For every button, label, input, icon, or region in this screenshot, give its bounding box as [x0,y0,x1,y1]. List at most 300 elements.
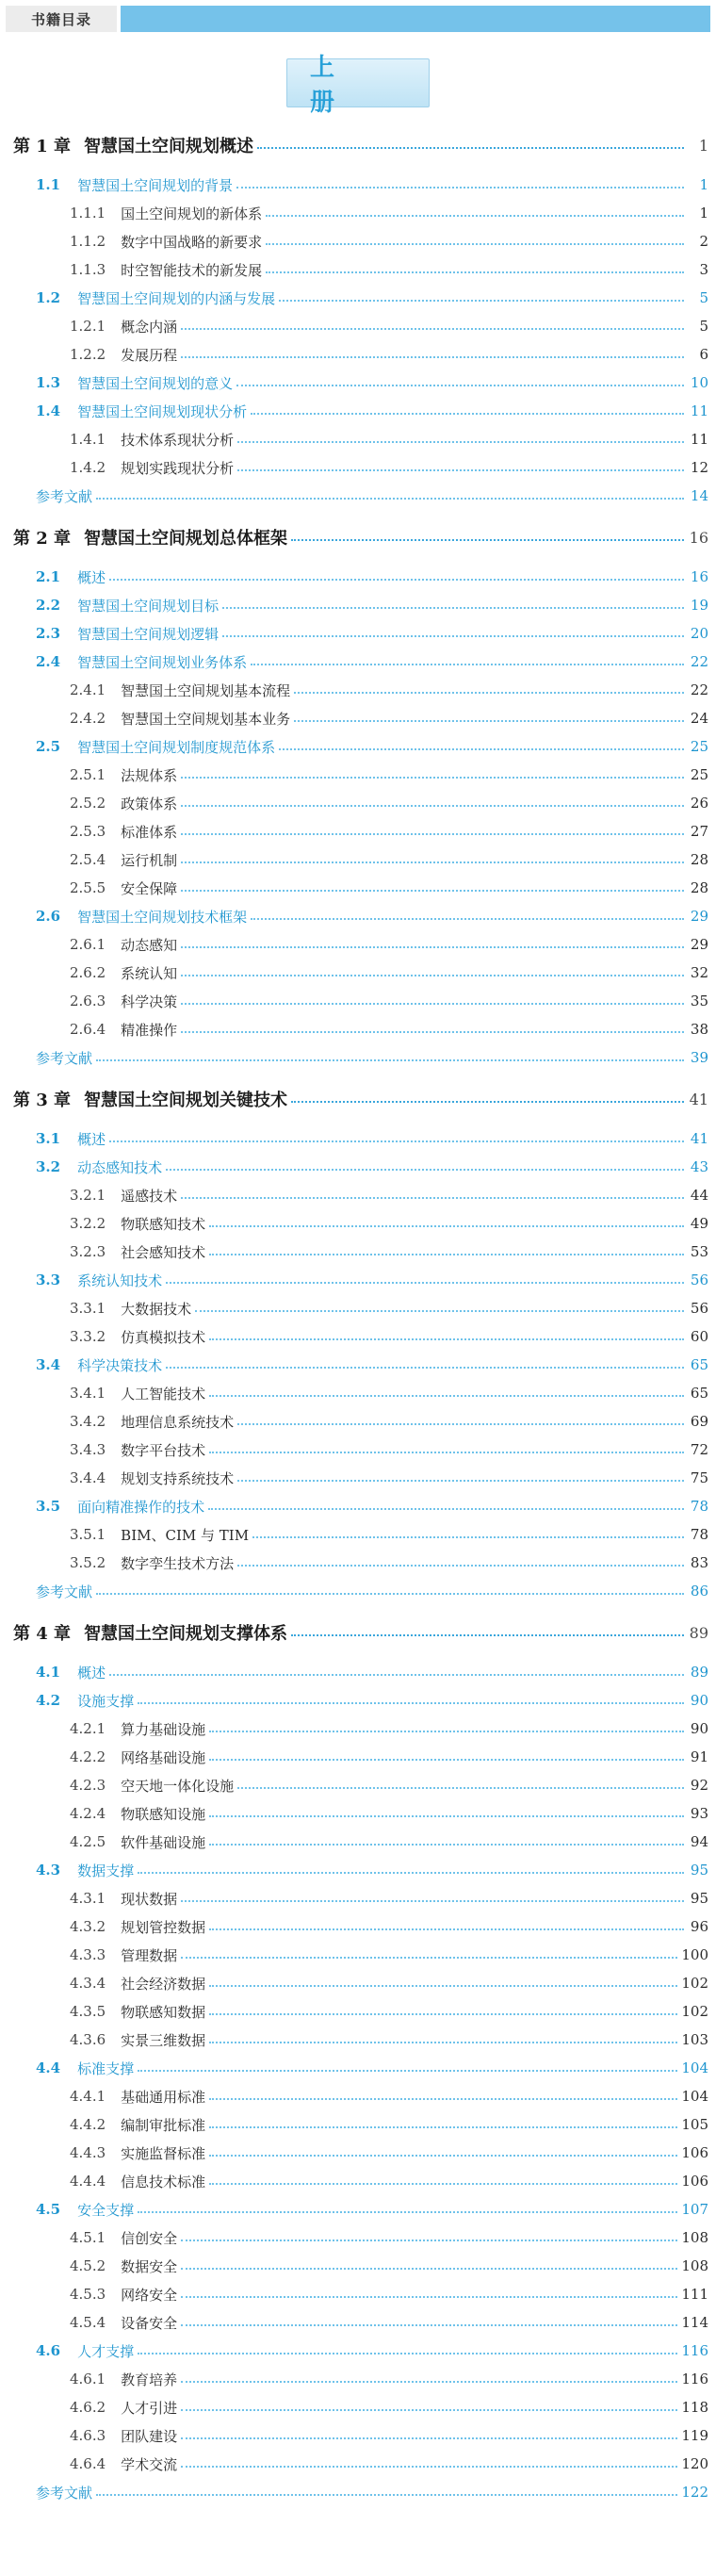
toc-leader-dots [291,1101,684,1103]
toc-title: 系统认知 [121,964,178,982]
toc-page-number: 108 [681,2229,708,2246]
toc-page-number: 105 [681,2116,708,2133]
toc-page-number: 29 [690,936,708,953]
toc-subsection-row[interactable] [0,2281,716,2307]
toc-page-number: 28 [690,879,708,896]
toc-title: 设备安全 [121,2314,178,2332]
toc-number: 1.1.1 [70,205,106,222]
toc-number: 4.4.2 [70,2116,106,2133]
toc-subsection-row[interactable] [0,790,716,816]
toc-section-row[interactable] [0,1687,716,1714]
header-stripe [121,6,710,32]
toc-page-number: 69 [690,1413,708,1430]
toc-leader-dots [181,2296,677,2298]
toc-subsection-row[interactable] [0,341,716,368]
toc-subsection-row[interactable] [0,988,716,1014]
toc-leader-dots [181,1197,684,1199]
toc-leader-dots [181,2268,677,2270]
toc-title: 软件基础设施 [121,1833,206,1851]
toc-number: 3.5 [36,1498,61,1515]
toc-number: 3.2.3 [70,1243,106,1260]
toc-leader-dots [209,1844,684,1846]
toc-title: 参考文献 [36,2484,93,2502]
toc-title: 运行机制 [121,851,178,869]
toc-leader-dots [181,861,684,863]
toc-number: 4.2.5 [70,1833,106,1850]
toc-subsection-row[interactable] [0,2168,716,2194]
toc-number: 3.4 [36,1356,61,1373]
toc-number: 4.5.1 [70,2229,106,2246]
toc-leader-dots [236,385,684,386]
toc-title: 管理数据 [121,1946,178,1964]
toc-number: 4.3.2 [70,1918,106,1935]
toc-section-row[interactable] [0,1125,716,1152]
toc-page-number: 28 [690,851,708,868]
toc-number: 3.4.1 [70,1385,106,1402]
toc-title: 智慧国土空间规划现状分析 [77,402,248,420]
toc-chapter-row[interactable] [0,524,716,550]
toc-leader-dots [109,1674,684,1676]
toc-page-number: 119 [681,2427,708,2444]
toc-number: 4.6.1 [70,2371,106,2387]
toc-subsection-row[interactable] [0,1829,716,1855]
toc-subsection-row[interactable] [0,1970,716,1996]
toc-subsection-row[interactable] [0,2394,716,2420]
toc-title: 基础通用标准 [121,2088,206,2106]
toc-title: 参考文献 [36,487,93,505]
toc-title: 系统认知技术 [77,1272,163,1289]
toc-number: 2.5.3 [70,823,106,840]
toc-subsection-row[interactable] [0,2451,716,2477]
toc-leader-dots [291,1634,684,1636]
toc-leader-dots [209,2126,677,2128]
toc-page-number: 56 [690,1300,708,1317]
toc-leader-dots [222,607,684,609]
toc-number: 3.3 [36,1272,61,1288]
toc-title: 实施监督标准 [121,2144,206,2162]
toc-page-number: 78 [690,1498,708,1515]
toc-subsection-row[interactable] [0,2422,716,2449]
toc-leader-dots [96,498,684,500]
toc-leader-dots [138,1872,684,1874]
toc-page-number: 89 [690,1664,708,1681]
toc-subsection-row[interactable] [0,454,716,481]
toc-number: 1.2.2 [70,346,106,363]
toc-number: 3.2.1 [70,1187,106,1204]
toc-title: 精准操作 [121,1021,178,1039]
toc-number: 4.3.4 [70,1975,106,1992]
toc-number: 2.4 [36,653,61,670]
toc-subsection-row[interactable] [0,875,716,901]
toc-leader-dots [209,2042,677,2043]
toc-section-row[interactable] [0,1352,716,1378]
toc-page-number: 103 [681,2031,708,2048]
toc-subsection-row[interactable] [0,1885,716,1911]
toc-title: 科学决策技术 [77,1356,163,1374]
toc-subsection-row[interactable] [0,1016,716,1042]
toc-page-number: 1 [699,205,708,222]
toc-leader-dots [209,1225,684,1227]
toc-title: 参考文献 [36,1049,93,1067]
toc-subsection-row[interactable] [0,1182,716,1208]
toc-number: 1.2.1 [70,318,106,335]
toc-page-number: 72 [690,1441,708,1458]
toc-leader-dots [209,1815,684,1817]
toc-title: 动态感知技术 [77,1158,163,1176]
toc-subsection-row[interactable] [0,1800,716,1827]
toc-number: 3.3.1 [70,1300,106,1317]
toc-title: 规划支持系统技术 [121,1469,235,1487]
toc-section-row[interactable] [0,1267,716,1293]
toc-title: 智慧国土空间规划业务体系 [77,653,248,671]
toc-subsection-row[interactable] [0,1239,716,1265]
toc-subsection-row[interactable] [0,705,716,731]
toc-subsection-row[interactable] [0,1408,716,1435]
toc-number: 4.1 [36,1664,61,1681]
toc-title: 科学决策 [121,993,178,1010]
toc-subsection-row[interactable] [0,1913,716,1940]
toc-page-number: 16 [690,568,708,585]
toc-number: 4.5.2 [70,2257,106,2274]
toc-page-number: 20 [690,625,708,642]
toc-number: 1.4 [36,402,61,419]
toc-page-number: 108 [681,2257,708,2274]
toc-subsection-row[interactable] [0,1380,716,1406]
toc-number: 3.4.2 [70,1413,106,1430]
toc-title: 规划管控数据 [121,1918,206,1936]
toc-number: 4.5.3 [70,2286,106,2303]
header-bar [0,6,716,32]
toc-subsection-row[interactable] [0,2026,716,2053]
toc-leader-dots [266,215,684,217]
toc-title: 智慧国土空间规划制度规范体系 [77,738,276,756]
toc-leader-dots [138,1702,684,1704]
toc-title: 数字孪生技术方法 [121,1554,235,1572]
toc-leader-dots [294,720,684,722]
toc-title: 数字平台技术 [121,1441,206,1459]
toc-leader-dots [209,1395,684,1397]
toc-subsection-row[interactable] [0,1210,716,1237]
toc-subsection-row[interactable] [0,1323,716,1350]
toc-reference-row[interactable] [0,1578,716,1604]
toc-number: 4.5.4 [70,2314,106,2331]
toc-subsection-row[interactable] [0,677,716,703]
toc-leader-dots [237,441,684,443]
toc-page-number: 94 [690,1833,708,1850]
toc-leader-dots [96,2494,677,2496]
toc-page-number: 22 [690,681,708,698]
toc-subsection-row[interactable] [0,846,716,873]
toc-subsection-row[interactable] [0,960,716,986]
toc-section-row[interactable] [0,1154,716,1180]
toc-section-row[interactable] [0,2196,716,2223]
toc-page-number: 65 [690,1385,708,1402]
toc-leader-dots [166,1169,684,1171]
toc-page-number: 95 [690,1862,708,1879]
toc-number: 4.4.3 [70,2144,106,2161]
toc-title: 安全保障 [121,879,178,897]
toc-chapter-row[interactable] [0,1086,716,1112]
toc-title: 规划实践现状分析 [121,459,235,477]
toc-subsection-row[interactable] [0,1436,716,1463]
toc-leader-dots [181,1031,684,1033]
toc-page-number: 43 [690,1158,708,1175]
toc-subsection-row[interactable] [0,1465,716,1491]
toc-subsection-row[interactable] [0,2140,716,2166]
toc-subsection-row[interactable] [0,818,716,845]
toc-page-number: 1 [698,136,708,155]
toc-title: 设施支撑 [77,1692,135,1710]
toc-leader-dots [237,469,684,471]
toc-chapter-row[interactable] [0,132,716,158]
toc-leader-dots [266,243,684,245]
toc-leader-dots [251,413,684,415]
toc-section-row[interactable] [0,733,716,760]
toc-chapter-row[interactable] [0,1619,716,1646]
toc-page-number: 39 [690,1049,708,1066]
toc-title: 概述 [77,1130,106,1148]
toc-page-number: 11 [690,431,708,448]
toc-number: 4.3.6 [70,2031,106,2048]
toc-section-row[interactable] [0,2055,716,2081]
toc-leader-dots [96,1593,684,1595]
toc-section-row[interactable] [0,172,716,198]
toc-title: 空天地一体化设施 [121,1777,235,1795]
toc-title: 动态感知 [121,936,178,954]
toc-subsection-row[interactable] [0,2224,716,2251]
toc-leader-dots [166,1282,684,1284]
toc-page-number: 22 [690,653,708,670]
toc-number: 4.3.3 [70,1946,106,1963]
toc-title: 团队建设 [121,2427,178,2445]
toc-leader-dots [181,1003,684,1005]
toc-page-number: 10 [690,374,708,391]
toc-subsection-row[interactable] [0,1715,716,1742]
toc-title: 标准支撑 [77,2059,135,2077]
toc-number: 2.5.5 [70,879,106,896]
toc-page-number: 106 [681,2144,708,2161]
toc-number: 3.2 [36,1158,61,1175]
toc-title: 智慧国土空间规划技术框架 [77,908,248,926]
toc-leader-dots [138,2353,677,2354]
toc-number: 4.5 [36,2201,61,2218]
toc-page-number: 35 [690,993,708,1009]
toc-page-number: 60 [690,1328,708,1345]
toc-subsection-row[interactable] [0,931,716,958]
toc-subsection-row[interactable] [0,200,716,226]
toc-subsection-row[interactable] [0,256,716,283]
toc-number: 4.6.3 [70,2427,106,2444]
toc-section-row[interactable] [0,398,716,424]
toc-title: 物联感知设施 [121,1805,206,1823]
toc-section-row[interactable] [0,285,716,311]
toc-title: 智慧国土空间规划逻辑 [77,625,220,643]
toc-number: 3.4.3 [70,1441,106,1458]
toc-section-row[interactable] [0,1659,716,1685]
toc-reference-row[interactable] [0,2479,716,2505]
toc-subsection-row[interactable] [0,1772,716,1798]
toc-number: 4.4.4 [70,2173,106,2190]
toc-page-number: 29 [690,908,708,925]
toc-subsection-row[interactable] [0,1550,716,1576]
toc-number: 2.6.3 [70,993,106,1009]
toc-subsection-row[interactable] [0,2111,716,2138]
toc-page-number: 32 [690,964,708,981]
toc-reference-row[interactable] [0,1044,716,1071]
toc-subsection-row[interactable] [0,228,716,254]
toc-leader-dots [209,2155,677,2157]
toc-leader-dots [237,1423,684,1425]
toc-title: 概念内涵 [121,318,178,336]
toc-leader-dots [236,187,684,189]
toc-number: 2.4.1 [70,681,106,698]
toc-leader-dots [181,356,684,358]
toc-section-row[interactable] [0,564,716,590]
toc-number: 4.2.2 [70,1748,106,1765]
toc-number: 1.2 [36,289,61,306]
toc-number: 第 2 章 [13,529,72,549]
toc-page-number: 95 [690,1890,708,1907]
toc-title: 智慧国土空间规划的背景 [77,176,234,194]
toc-page-number: 93 [690,1805,708,1822]
toc-section-row[interactable] [0,620,716,647]
toc-leader-dots [209,1928,684,1930]
toc-section-row[interactable] [0,648,716,675]
toc-page-number: 5 [699,289,708,306]
toc-title: 智慧国土空间规划总体框架 [84,529,288,549]
toc-number: 1.3 [36,374,61,391]
toc-title: 算力基础设施 [121,1720,206,1738]
toc-title: 技术体系现状分析 [121,431,235,449]
toc-number: 4.4 [36,2059,61,2076]
toc-subsection-row[interactable] [0,313,716,339]
toc-leader-dots [181,1900,684,1902]
toc-page-number: 92 [690,1777,708,1794]
toc-leader-dots [109,579,684,581]
toc-leader-dots [181,2437,677,2439]
toc-number: 1.1.3 [70,261,106,278]
toc-subsection-row[interactable] [0,1295,716,1321]
toc-page-number: 6 [699,346,708,363]
toc-title: 仿真模拟技术 [121,1328,206,1346]
toc-title: 社会经济数据 [121,1975,206,1993]
toc-number: 3.2.2 [70,1215,106,1232]
toc-number: 4.2.3 [70,1777,106,1794]
toc-page-number: 53 [690,1243,708,1260]
toc-leader-dots [209,1731,684,1732]
toc-page-number: 1 [699,176,708,193]
toc-title: 数据支撑 [77,1862,135,1879]
toc-page-number: 96 [690,1918,708,1935]
toc-page-number: 83 [690,1554,708,1571]
toc-subsection-row[interactable] [0,1942,716,1968]
toc-page-number: 16 [689,528,708,547]
toc-page-number: 49 [690,1215,708,1232]
toc-leader-dots [237,1480,684,1482]
toc-page-number: 78 [690,1526,708,1543]
toc-subsection-row[interactable] [0,2253,716,2279]
toc-subsection-row[interactable] [0,1998,716,2025]
toc-title: 智慧国土空间规划关键技术 [84,1091,288,1110]
toc-number: 1.1.2 [70,233,106,250]
toc-leader-dots [209,2098,677,2100]
toc-page-number: 24 [690,710,708,727]
toc-title: 智慧国土空间规划基本流程 [121,681,291,699]
toc-leader-dots [251,664,684,665]
toc-title: 实景三维数据 [121,2031,206,2049]
toc-number: 2.6.2 [70,964,106,981]
toc-section-row[interactable] [0,1493,716,1519]
toc-number: 4.2 [36,1692,61,1709]
toc-leader-dots [257,147,684,149]
toc-number: 2.5.4 [70,851,106,868]
toc-title: 智慧国土空间规划概述 [84,137,254,156]
toc-subsection-row[interactable] [0,1521,716,1548]
toc-section-row[interactable] [0,903,716,929]
toc-number: 2.6 [36,908,61,925]
toc-leader-dots [237,1565,684,1567]
toc-section-row[interactable] [0,592,716,618]
toc-page-number: 44 [690,1187,708,1204]
toc-section-row[interactable] [0,369,716,396]
toc-title: 智慧国土空间规划的内涵与发展 [77,289,276,307]
toc-section-row[interactable] [0,1857,716,1883]
toc-reference-row[interactable] [0,483,716,509]
toc-title: 信息技术标准 [121,2173,206,2190]
toc-title: 智慧国土空间规划基本业务 [121,710,291,728]
toc-page-number: 3 [699,261,708,278]
toc-subsection-row[interactable] [0,2083,716,2109]
toc-page-number: 122 [681,2484,708,2501]
toc-leader-dots [138,2070,677,2072]
toc-leader-dots [181,328,684,330]
toc-page-number: 116 [681,2371,708,2387]
toc-number: 4.4.1 [70,2088,106,2105]
toc-leader-dots [181,946,684,948]
toc-page-number: 5 [699,318,708,335]
toc-number: 2.5.1 [70,766,106,783]
toc-title: 人才支撑 [77,2342,135,2360]
toc-subsection-row[interactable] [0,2366,716,2392]
toc-title: 法规体系 [121,766,178,784]
toc-leader-dots [181,2466,677,2468]
toc-number: 第 4 章 [13,1624,72,1644]
toc-page-number: 106 [681,2173,708,2190]
toc-subsection-row[interactable] [0,762,716,788]
toc-subsection-row[interactable] [0,2309,716,2336]
toc-leader-dots [209,2183,677,2185]
toc-subsection-row[interactable] [0,426,716,452]
toc-page-number: 86 [690,1583,708,1600]
toc-page-number: 75 [690,1469,708,1486]
toc-leader-dots [294,692,684,694]
toc-subsection-row[interactable] [0,1744,716,1770]
toc-leader-dots [181,2409,677,2411]
toc-leader-dots [209,1985,677,1987]
toc-leader-dots [209,1759,684,1761]
toc-title: 人工智能技术 [121,1385,206,1403]
toc-number: 4.3 [36,1862,61,1879]
toc-number: 4.2.1 [70,1720,106,1737]
toc-leader-dots [181,777,684,779]
toc-leader-dots [251,918,684,920]
toc-title: 概述 [77,1664,106,1682]
toc-leader-dots [208,1508,684,1510]
toc-title: 物联感知数据 [121,2003,206,2021]
toc-page-number: 26 [690,795,708,812]
toc-title: 国土空间规划的新体系 [121,205,263,222]
toc-section-row[interactable] [0,2338,716,2364]
